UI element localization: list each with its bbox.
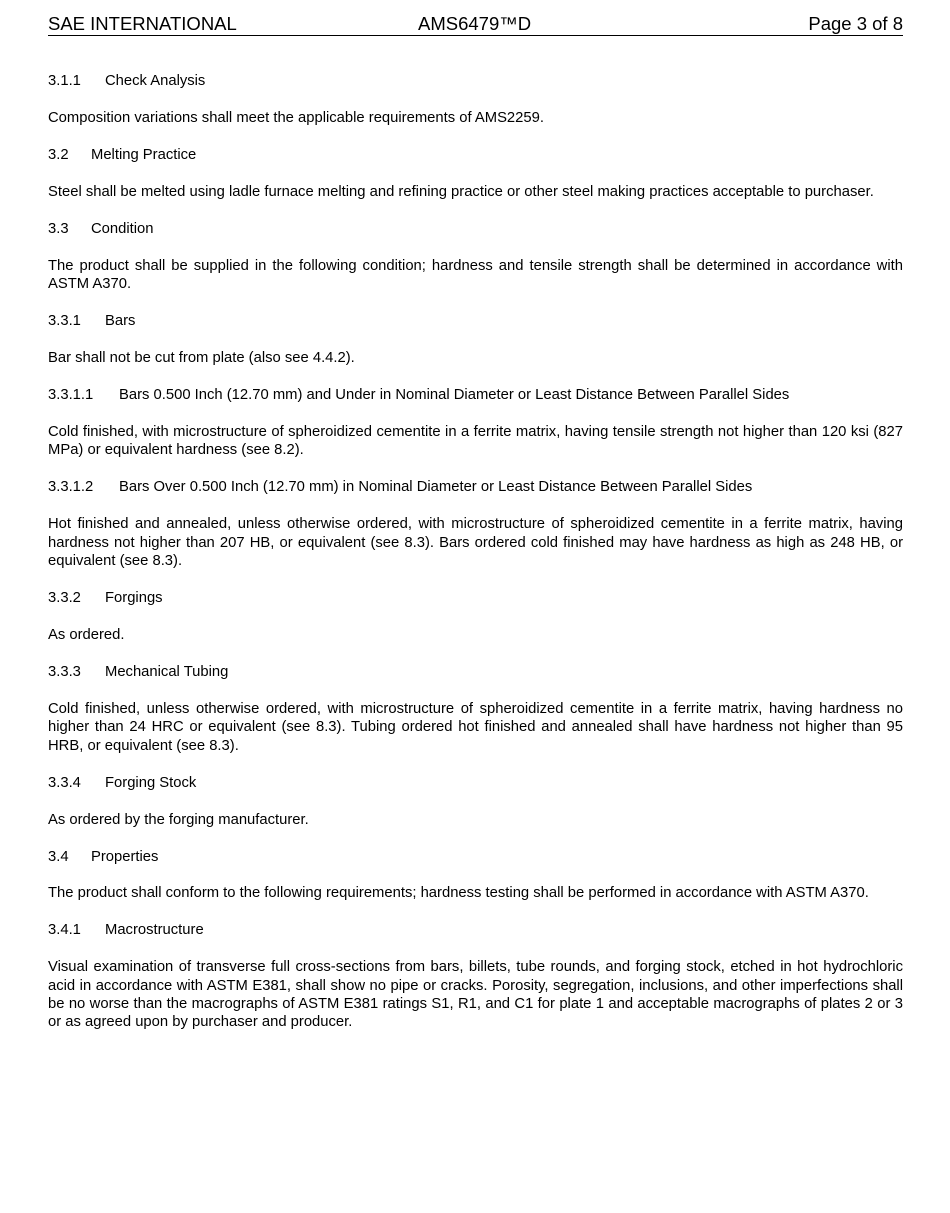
section-heading bbox=[48, 921, 903, 939]
section-title: Bars bbox=[105, 313, 136, 330]
section-number: 3.3.3 bbox=[48, 663, 81, 680]
body-paragraph: Bar shall not be cut from plate (also see 4.4.2). bbox=[48, 350, 355, 367]
section-title: Bars Over 0.500 Inch (12.70 mm) in Nominal Diameter or Least Distance Between Parallel Sides bbox=[119, 479, 753, 496]
section-heading bbox=[48, 386, 903, 404]
section-title: Forgings bbox=[105, 590, 163, 606]
section-heading bbox=[48, 848, 903, 866]
section-heading bbox=[48, 478, 903, 496]
section-title: Condition bbox=[91, 220, 154, 237]
section-heading bbox=[48, 774, 903, 792]
section-number: 3.3.4 bbox=[48, 774, 81, 791]
section-number: 3.2 bbox=[48, 146, 69, 163]
body-paragraph: The product shall conform to the following requirements; hardness testing shall be performed in accordance with ASTM A370. bbox=[48, 885, 869, 902]
section-title: Macrostructure bbox=[105, 922, 204, 939]
section-title: Mechanical Tubing bbox=[105, 663, 229, 680]
section-heading bbox=[48, 72, 903, 90]
page-header bbox=[48, 12, 903, 36]
section-number: 3.4 bbox=[48, 848, 69, 865]
document-body bbox=[48, 72, 903, 1050]
document-number: AMS6479™D bbox=[418, 13, 532, 34]
body-paragraph: Steel shall be melted using ladle furnace melting and refining practice or other steel making practices acceptable to purchaser. bbox=[48, 183, 874, 200]
section-title: Forging Stock bbox=[105, 774, 197, 791]
section-heading bbox=[48, 146, 903, 164]
section-number: 3.3.1.1 bbox=[48, 387, 94, 404]
body-paragraph: Cold finished, with microstructure of spheroidized cementite in a ferrite matrix, having tensile strength not higher than 120 ksi (827 MPa) or equivalent hardness (see 8.2). bbox=[48, 424, 903, 459]
section-heading bbox=[48, 220, 903, 238]
section-number: 3.4.1 bbox=[48, 922, 81, 939]
body-paragraph: As ordered by the forging manufacturer. bbox=[48, 811, 309, 828]
section-number: 3.3.2 bbox=[48, 590, 81, 606]
section-heading bbox=[48, 663, 903, 681]
body-paragraph: Hot finished and annealed, unless otherwise ordered, with microstructure of spheroidized cementite in a ferrite matrix, having hardness not higher than 207 HB, or equivalent (see 8.3). Bars ordered cold finished may have hardness as high as 248 HB, or equivalent (see 8.3). bbox=[48, 516, 903, 570]
body-paragraph: Visual examination of transverse full cross-sections from bars, billets, tube rounds, and forging stock, etched in hot hydrochloric acid in accordance with ASTM E381, shall show no pipe or cracks. Porosity, segregation, inclusions, and other imperfections shall be no worse than the macrographs of ASTM E381 ratings S1, R1, and C1 for plate 1 and acceptable macrographs of plates 2 or 3 or as agreed upon by purchaser and producer. bbox=[48, 959, 903, 1031]
section-number: 3.3.1 bbox=[48, 313, 81, 330]
section-title: Check Analysis bbox=[105, 73, 206, 89]
body-paragraph: As ordered. bbox=[48, 626, 125, 643]
section-number: 3.1.1 bbox=[48, 73, 81, 89]
body-paragraph: Cold finished, unless otherwise ordered, with microstructure of spheroidized cementite in a ferrite matrix, having hardness no higher than 24 HRC or equivalent (see 8.3). Tubing ordered hot finished and annealed shall have hardness not higher than 95 HRB, or equivalent (see 8.3). bbox=[48, 700, 903, 754]
section-title: Bars 0.500 Inch (12.70 mm) and Under in Nominal Diameter or Least Distance Between Parallel Sides bbox=[119, 387, 790, 404]
body-paragraph: Composition variations shall meet the applicable requirements of AMS2259. bbox=[48, 109, 544, 126]
section-title: Melting Practice bbox=[91, 146, 197, 163]
section-heading bbox=[48, 589, 903, 607]
section-number: 3.3 bbox=[48, 220, 69, 237]
section-number: 3.3.1.2 bbox=[48, 479, 94, 496]
section-title: Properties bbox=[91, 848, 159, 865]
page-number: Page 3 of 8 bbox=[808, 13, 903, 34]
organization-name: SAE INTERNATIONAL bbox=[48, 13, 237, 34]
body-paragraph: The product shall be supplied in the following condition; hardness and tensile strength shall be determined in accordance with ASTM A370. bbox=[48, 257, 903, 293]
section-heading bbox=[48, 312, 903, 330]
